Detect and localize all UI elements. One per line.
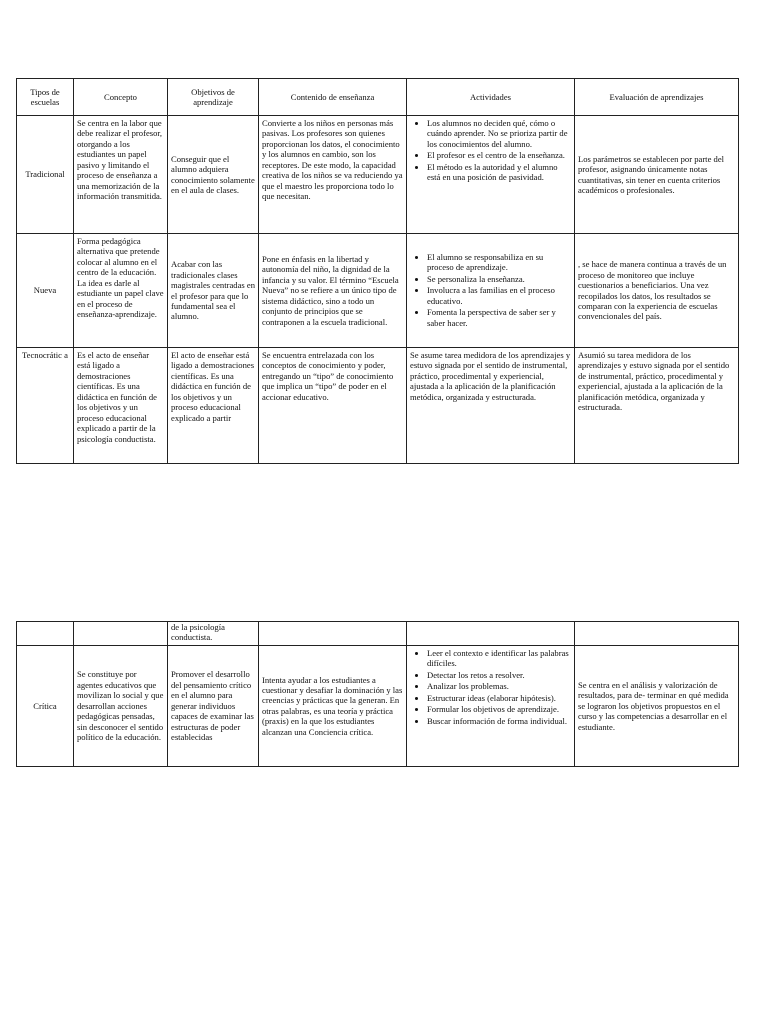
tipo-cell: Tradicional	[17, 116, 74, 234]
concepto-cell: Se constituye por agentes educativos que movilizan lo social y que desarrollan acciones pedagógicas pensadas, sin desconocer el sentido político de la educación.	[74, 645, 168, 766]
contenido-cell: Intenta ayudar a los estudiantes a cuestionar y desafiar la dominación y las creencias y prácticas que la generan. En otras palabras, es una teoría y práctica (praxis) en la que los estudiantes alcanzan una Conciencia crítica.	[259, 645, 407, 766]
list-item: • Involucra a las familias en el proceso educativo.	[427, 285, 571, 306]
list-item: • Detectar los retos a resolver.	[427, 670, 571, 680]
concepto-cell: Es el acto de enseñar está ligado a demostraciones científicas. Es una didáctica en función de los objetivos y un proceso educacional explicado a partir de la psicología conductista.	[74, 348, 168, 464]
header-contenido: Contenido de enseñanza	[259, 79, 407, 116]
objetivos-cell: El acto de enseñar está ligado a demostraciones científicas. Es una didáctica en función de los objetivos y un proceso educacional explicado a partir	[168, 348, 259, 464]
actividades-cell	[407, 234, 575, 348]
list-item: • Formular los objetivos de aprendizaje.	[427, 704, 571, 714]
objetivos-cell: Acabar con las tradicionales clases magistrales centradas en el profesor para que lo fundamental sea el alumno.	[168, 234, 259, 348]
objetivos-cell: de la psicología conductista.	[168, 622, 259, 646]
tipo-cell: Crítica	[17, 645, 74, 766]
table-row	[17, 234, 739, 348]
schools-table-page-1	[16, 78, 739, 464]
objetivos-cell: Promover el desarrollo del pensamiento crítico en el alumno para generar individuos capaces de examinar las estructuras de poder establecidas	[168, 645, 259, 766]
list-item: • El profesor es el centro de la enseñanza.	[427, 150, 571, 160]
header-evaluacion: Evaluación de aprendizajes	[575, 79, 739, 116]
actividades-cell	[407, 116, 575, 234]
list-item: • Leer el contexto e identificar las palabras difíciles.	[427, 648, 571, 669]
list-item: • Estructurar ideas (elaborar hipótesis).	[427, 693, 571, 703]
concepto-cell	[74, 622, 168, 646]
table-row	[17, 622, 739, 646]
evaluacion-cell: Los parámetros se establecen por parte del profesor, asignando únicamente notas cuantitativas, sin tener en cuenta criterios académicos o profesionales.	[575, 116, 739, 234]
tipo-cell: Tecnocrátic a	[17, 348, 74, 464]
actividades-cell	[407, 645, 575, 766]
contenido-cell: Pone en énfasis en la libertad y autonomía del niño, la dignidad de la infancia y su valor. El término “Escuela Nueva” no se refiere a un único tipo de sistema didáctico, sino a todo un conjunto de principios que se contraponen a la escuela tradicional.	[259, 234, 407, 348]
header-tipos: Tipos de escuelas	[17, 79, 74, 116]
objetivos-cell: Conseguir que el alumno adquiera conocimiento solamente en el aula de clases.	[168, 116, 259, 234]
list-item: • Se personaliza la enseñanza.	[427, 274, 571, 284]
table-row	[17, 116, 739, 234]
header-actividades: Actividades	[407, 79, 575, 116]
table-row	[17, 348, 739, 464]
list-item: • Analizar los problemas.	[427, 681, 571, 691]
list-item: • Fomenta la perspectiva de saber ser y saber hacer.	[427, 307, 571, 328]
actividades-list	[410, 648, 571, 726]
actividades-cell	[407, 622, 575, 646]
contenido-cell: Convierte a los niños en personas más pasivas. Los profesores son quienes proporcionan los datos, el conocimiento y los alumnos en cambio, son los receptores. De este modo, la capacidad creativa de los niños se va reduciendo ya que el maestro les proporciona todo lo que necesitan.	[259, 116, 407, 234]
concepto-cell: Forma pedagógica alternativa que pretende colocar al alumno en el centro de la educación. La idea es darle al estudiante un papel clave en el proceso de enseñanza-aprendizaje.	[74, 234, 168, 348]
tipo-cell	[17, 622, 74, 646]
concepto-cell: Se centra en la labor que debe realizar el profesor, otorgando a los estudiantes un papel pasivo y limitando el proceso de enseñanza a una memorización de la información transmitida.	[74, 116, 168, 234]
header-objetivos: Objetivos de aprendizaje	[168, 79, 259, 116]
schools-table-page-2	[16, 621, 739, 767]
list-item: • El método es la autoridad y el alumno está en una posición de pasividad.	[427, 162, 571, 183]
actividades-cell: Se asume tarea medidora de los aprendizajes y estuvo signada por el sentido de instrumental, práctico, procedimental y experiencial, ajustada a la aplicación de la planificación metódica, organizada y estructurada.	[407, 348, 575, 464]
list-item: • Los alumnos no deciden qué, cómo o cuándo aprender. No se prioriza partir de los conocimientos del alumno.	[427, 118, 571, 149]
list-item: • Buscar información de forma individual.	[427, 716, 571, 726]
header-concepto: Concepto	[74, 79, 168, 116]
evaluacion-cell: Asumió su tarea medidora de los aprendizajes y estuvo signada por el sentido de instrumental, práctico, procedimental y experiencial, ajustada a la aplicación de la planificación metódica, organizada y estructurada.	[575, 348, 739, 464]
actividades-list	[410, 118, 571, 183]
actividades-list	[410, 252, 571, 328]
header-row	[17, 79, 739, 116]
list-item: • El alumno se responsabiliza en su proceso de aprendizaje.	[427, 252, 571, 273]
contenido-cell: Se encuentra entrelazada con los conceptos de conocimiento y poder, entregando un “tipo” de conocimiento que implica un “tipo” de poder en el accionar educativo.	[259, 348, 407, 464]
tipo-cell: Nueva	[17, 234, 74, 348]
evaluacion-cell: , se hace de manera continua a través de un proceso de monitoreo que incluye cuestionarios a beneficiarios. Una vez recopilados los datos, los resultados se comparan con la experiencia de escuelas convencionales del país.	[575, 234, 739, 348]
contenido-cell	[259, 622, 407, 646]
evaluacion-cell: Se centra en el análisis y valorización de resultados, para de- terminar en qué medida se lograron los objetivos propuestos en el curso y las competencias a desarrollar en el estudiante.	[575, 645, 739, 766]
table-row	[17, 645, 739, 766]
evaluacion-cell	[575, 622, 739, 646]
